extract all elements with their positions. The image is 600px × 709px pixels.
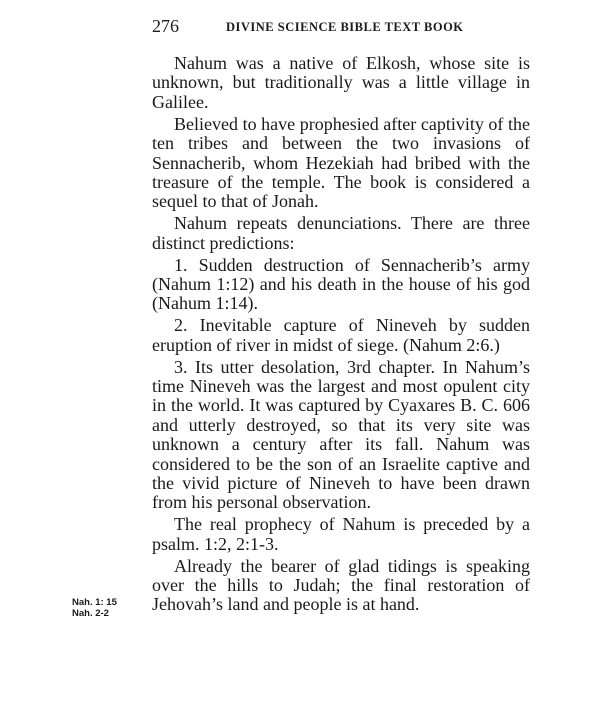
margin-reference (72, 597, 117, 619)
body-text (152, 54, 530, 617)
paragraph: 2. Inevitable capture of Nineveh by sudden eruption of river in midst of siege. (Nahum 2:6.) (152, 315, 530, 355)
paragraph: Already the bearer of glad tidings is speaking over the hills to Judah; the final restoration of Jehovah’s land and people is at hand. (152, 555, 530, 615)
paragraph: The real prophecy of Nahum is preceded by a psalm. 1:2, 2:1-3. (152, 514, 530, 554)
paragraph: Nahum repeats denunciations. There are three distinct predictions: (152, 213, 530, 253)
page-number: 276 (152, 16, 179, 36)
margin-reference-line: Nah. 2-2 (72, 608, 109, 619)
paragraph: Nahum was a native of Elkosh, whose site is unknown, but traditionally was a little village in Galilee. (152, 53, 530, 112)
running-title: DIVINE SCIENCE BIBLE TEXT BOOK (226, 20, 464, 34)
paragraph: 1. Sudden destruction of Sennacherib’s army (Nahum 1:12) and his death in the house of his god (Nahum 1:14). (152, 254, 530, 314)
page-header (152, 16, 532, 40)
paragraph: 3. Its utter desolation, 3rd chapter. In Nahum’s time Nineveh was the largest and most opulent city in the world. It was captured by Cyaxares B. C. 606 and utterly destroyed, so that its very site was unknown a century after its fall. Nahum was considered to be the son of an Israelite captive and the vivid picture of Nineveh to have been drawn from his personal observation. (152, 356, 530, 513)
paragraph: Believed to have prophesied after captivity of the ten tribes and between the two invasions of Sennacherib, whom Hezekiah had bribed with the treasure of the temple. The book is considered a sequel to that of Jonah. (152, 113, 530, 212)
margin-reference-line: Nah. 1: 15 (72, 597, 117, 608)
